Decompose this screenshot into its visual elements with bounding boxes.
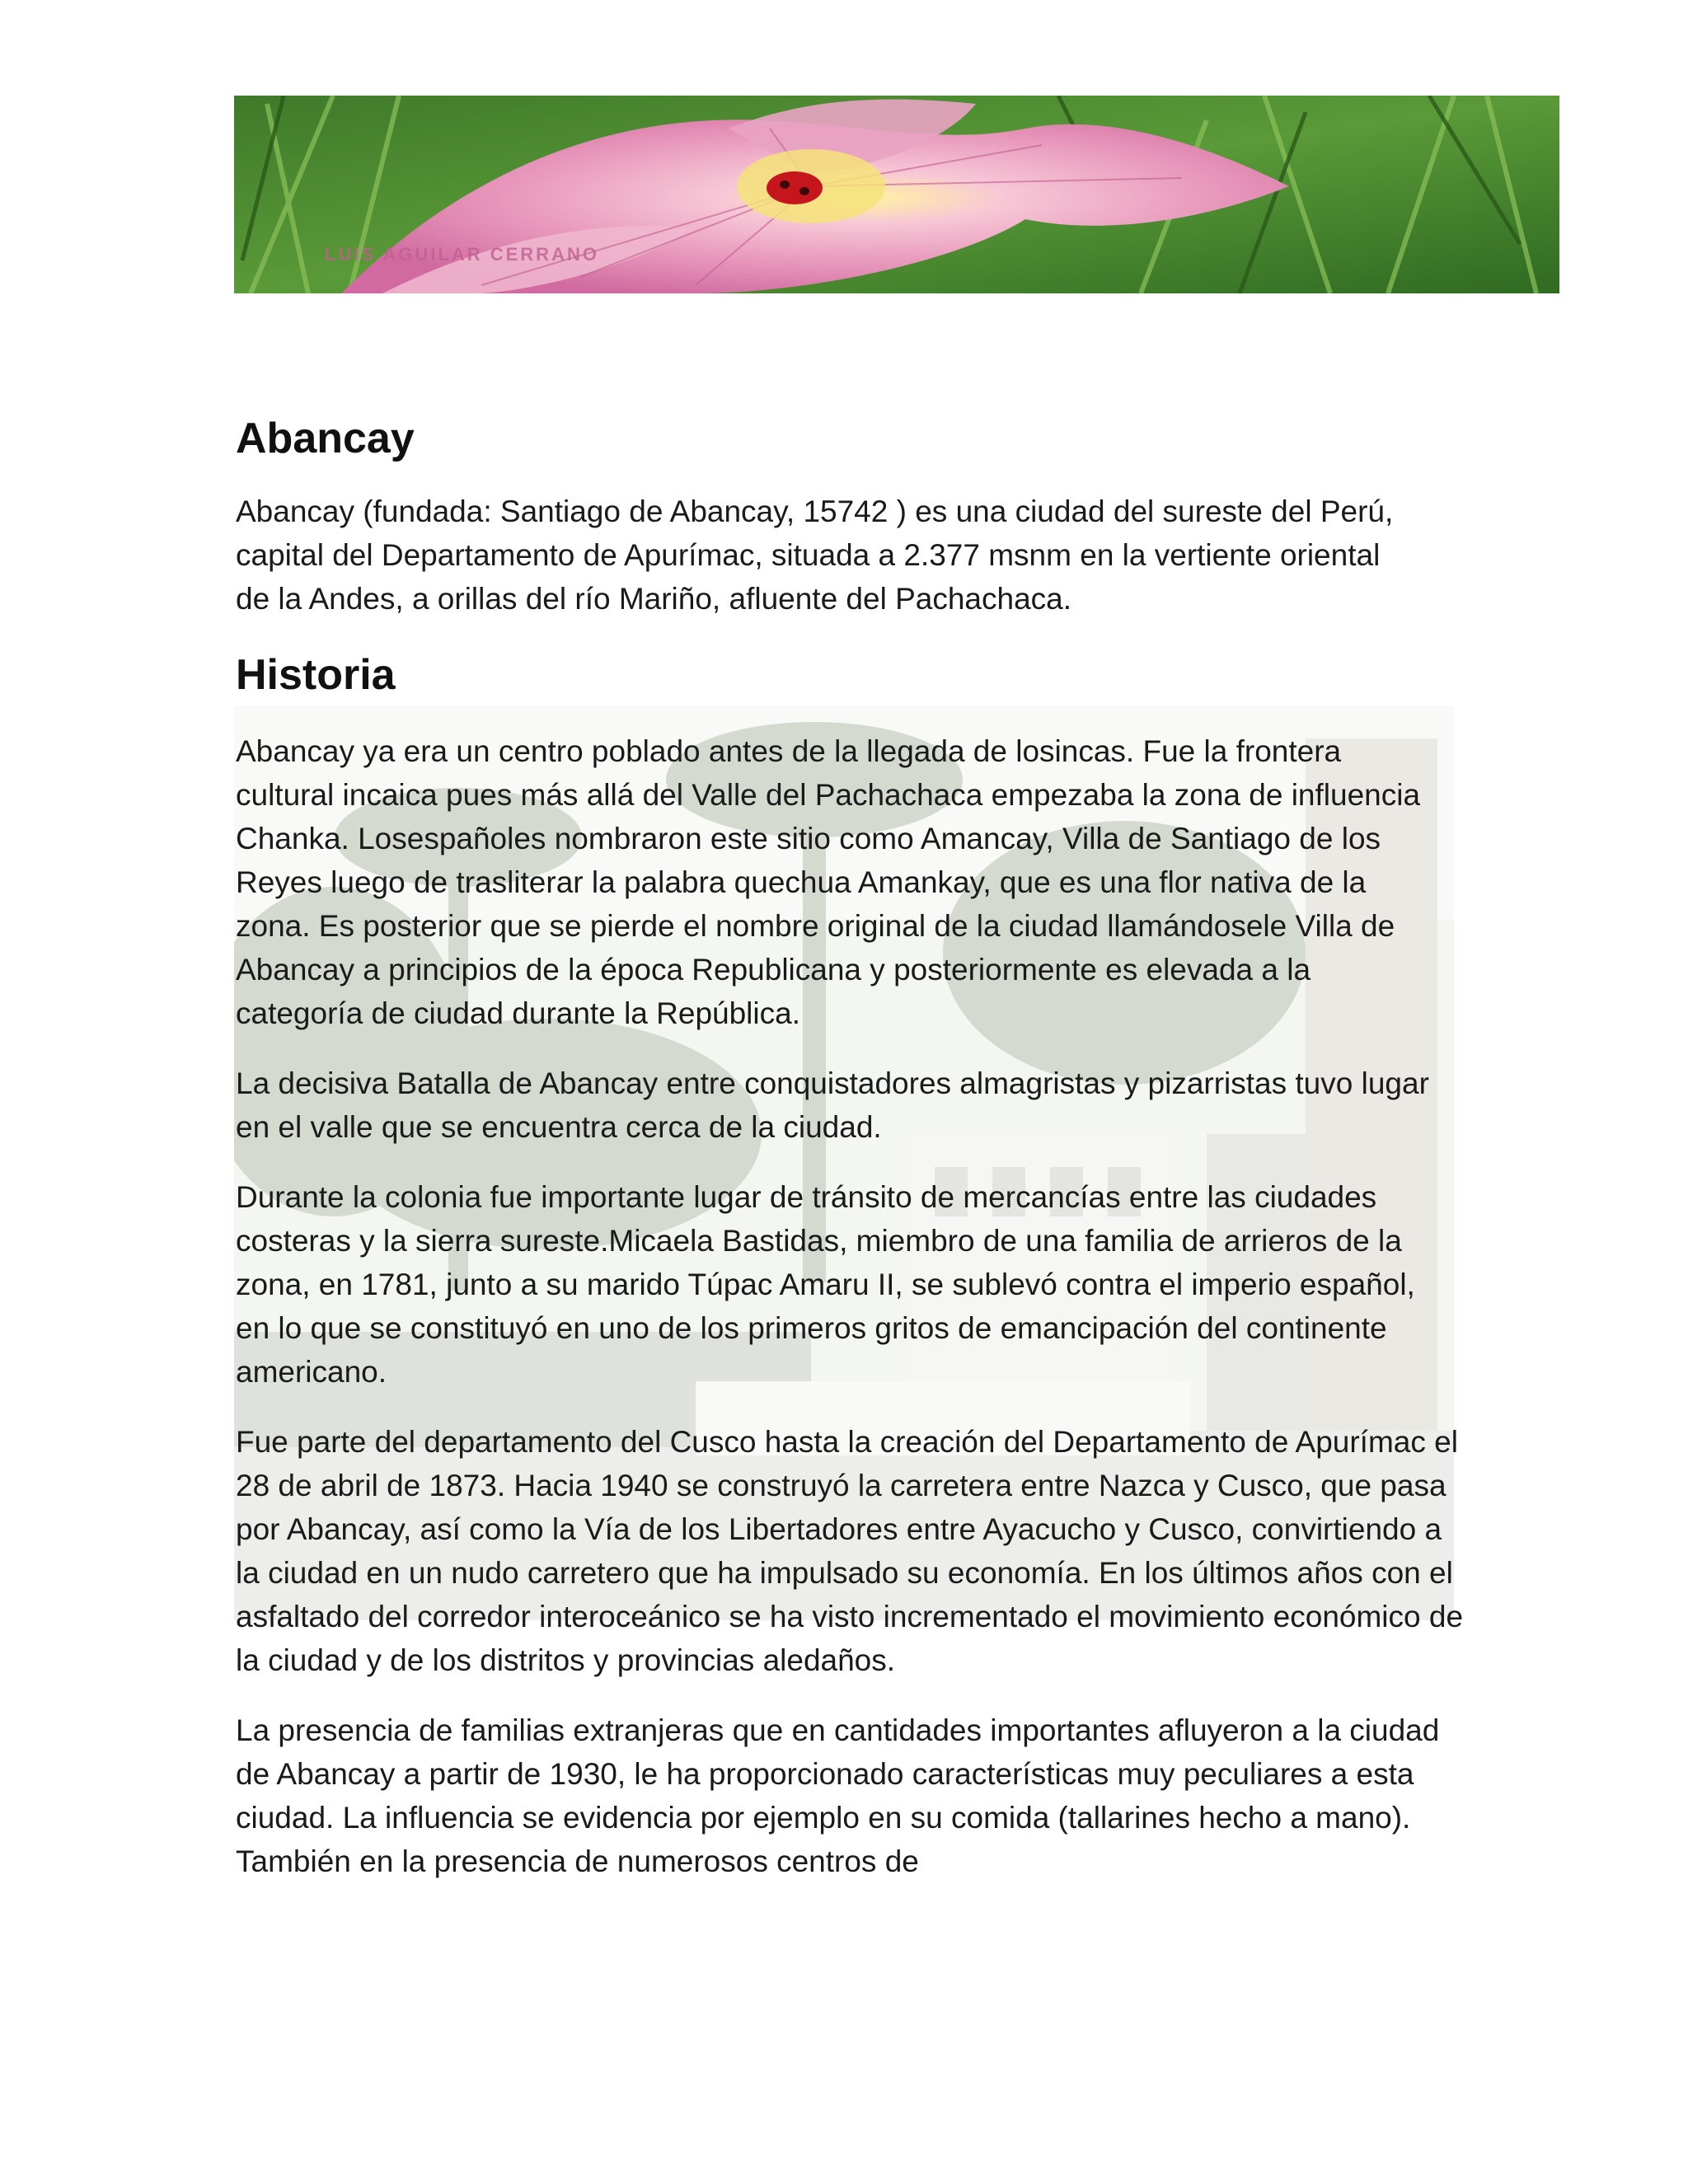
- article-body: [236, 412, 1472, 1910]
- section-title-abancay: Abancay: [236, 415, 415, 462]
- historia-paragraph-3: Durante la colonia fue importante lugar de tránsito de mercancías entre las ciudades costeras y la sierra sureste.Micaela Bastidas, miembro de una familia de arrieros de la zona, en 1781, junto a su marido Túpac Amaru II, se sublevó contra el imperio español, en lo que se constituyó en uno de los primeros gritos de emancipación del continente americano.: [236, 1180, 1415, 1389]
- historia-paragraph-1: Abancay ya era un centro poblado antes de la llegada de losincas. Fue la frontera cultural incaica pues más allá del Valle del Pachachaca empezaba la zona de influencia Chanka. Losespañoles nombraron este sitio como Amancay, Villa de Santiago de los Reyes luego de trasliterar la palabra quechua Amankay, que es una flor nativa de la zona. Es posterior que se pierde el nombre original de la ciudad llamándosele Villa de Abancay a principios de la época Republicana y posteriormente es elevada a la categoría de ciudad durante la República.: [236, 734, 1421, 1030]
- banner-flower-image: [234, 96, 1559, 293]
- banner-watermark: LUIS AGUILAR CERRANO: [325, 244, 599, 265]
- historia-paragraph-4: Fue parte del departamento del Cusco hasta la creación del Departamento de Apurímac el 28 de abril de 1873. Hacia 1940 se construyó la carretera entre Nazca y Cusco, que pasa por Abancay, así como la Vía de los Libertadores entre Ayacucho y Cusco, convirtiendo a la ciudad en un nudo carretero que ha impulsado su economía. En los últimos años con el asfaltado del corredor interoceánico se ha visto incrementado el movimiento económico de la ciudad y de los distritos y provincias aledaños.: [236, 1425, 1464, 1677]
- historia-paragraph-2: La decisiva Batalla de Abancay entre conquistadores almagristas y pizarristas tuvo lugar en el valle que se encuentra cerca de la ciudad.: [236, 1066, 1429, 1144]
- abancay-intro-paragraph: Abancay (fundada: Santiago de Abancay, 15742 ) es una ciudad del sureste del Perú, capital del Departamento de Apurímac, situada a 2.377 msnm en la vertiente oriental de la Andes, a orillas del río Mariño, afluente del Pachachaca.: [236, 494, 1394, 616]
- historia-paragraph-5: La presencia de familias extranjeras que en cantidades importantes afluyeron a la ciudad de Abancay a partir de 1930, le ha proporcionado características muy peculiares a esta ciudad. La influencia se evidencia por ejemplo en su comida (tallarines hecho a mano). También en la presencia de numerosos centros de: [236, 1713, 1440, 1878]
- section-title-historia: Historia: [236, 651, 396, 699]
